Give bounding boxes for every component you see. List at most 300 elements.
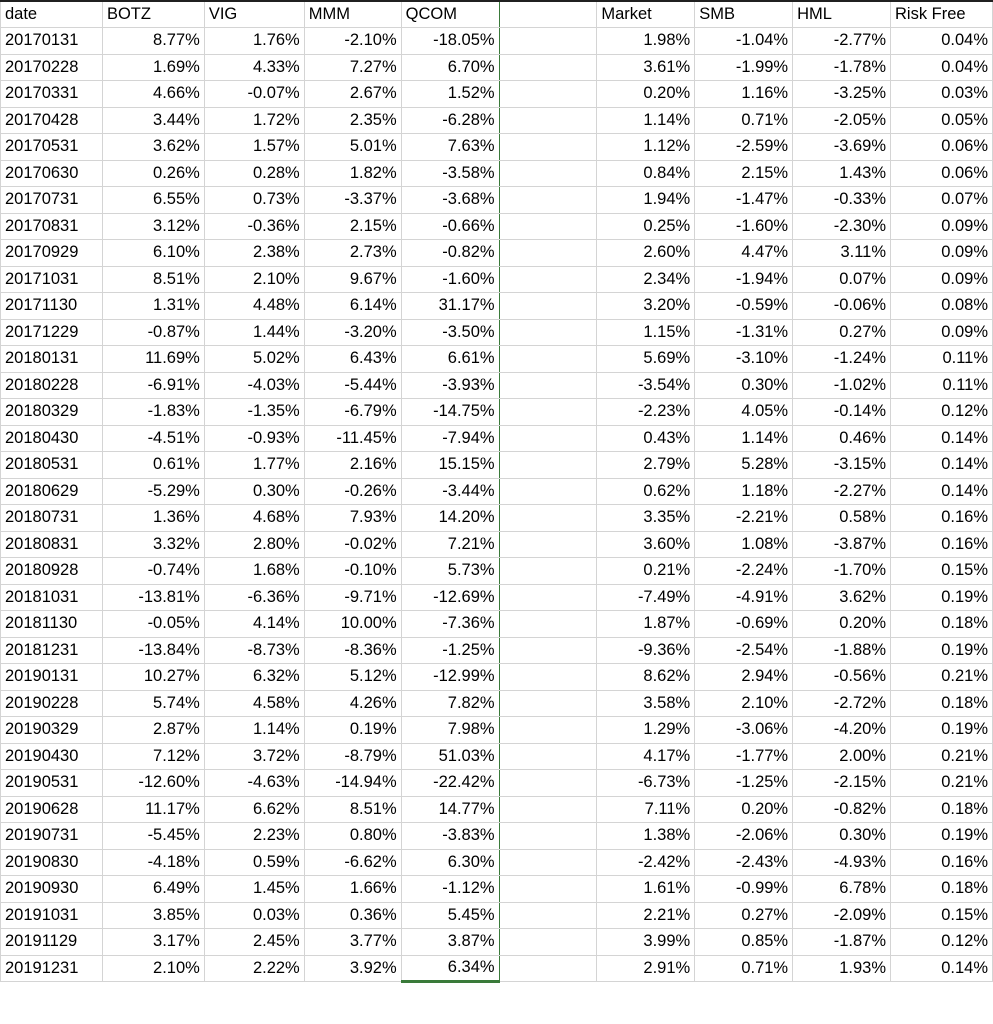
cell-blank[interactable] (499, 611, 597, 638)
cell-risk-free[interactable]: 0.04% (891, 54, 993, 81)
cell-smb[interactable]: 1.08% (695, 531, 793, 558)
header-cell-hml[interactable]: HML (793, 1, 891, 28)
cell-date[interactable]: 20170531 (1, 134, 103, 161)
cell-botz[interactable]: 0.26% (102, 160, 204, 187)
cell-blank[interactable] (499, 531, 597, 558)
cell-botz[interactable]: -1.83% (102, 399, 204, 426)
cell-risk-free[interactable]: 0.06% (891, 160, 993, 187)
cell-blank[interactable] (499, 743, 597, 770)
cell-market[interactable]: 2.21% (597, 902, 695, 929)
cell-qcom[interactable]: -3.68% (401, 187, 499, 214)
cell-smb[interactable]: -1.60% (695, 213, 793, 240)
cell-date[interactable]: 20191031 (1, 902, 103, 929)
cell-market[interactable]: 0.62% (597, 478, 695, 505)
cell-risk-free[interactable]: 0.15% (891, 558, 993, 585)
cell-vig[interactable]: -8.73% (204, 637, 304, 664)
cell-risk-free[interactable]: 0.15% (891, 902, 993, 929)
cell-market[interactable]: 8.62% (597, 664, 695, 691)
cell-hml[interactable]: 1.93% (793, 955, 891, 982)
header-cell-botz[interactable]: BOTZ (102, 1, 204, 28)
cell-blank[interactable] (499, 637, 597, 664)
cell-date[interactable]: 20180131 (1, 346, 103, 373)
cell-mmm[interactable]: -2.10% (304, 28, 401, 55)
cell-date[interactable]: 20180531 (1, 452, 103, 479)
cell-hml[interactable]: -1.02% (793, 372, 891, 399)
cell-vig[interactable]: -4.63% (204, 770, 304, 797)
cell-risk-free[interactable]: 0.11% (891, 372, 993, 399)
cell-qcom[interactable]: 31.17% (401, 293, 499, 320)
cell-market[interactable]: 7.11% (597, 796, 695, 823)
cell-qcom[interactable]: -3.58% (401, 160, 499, 187)
cell-smb[interactable]: 0.27% (695, 902, 793, 929)
cell-risk-free[interactable]: 0.12% (891, 929, 993, 956)
cell-mmm[interactable]: 9.67% (304, 266, 401, 293)
cell-market[interactable]: -6.73% (597, 770, 695, 797)
cell-botz[interactable]: 3.44% (102, 107, 204, 134)
cell-hml[interactable]: -2.09% (793, 902, 891, 929)
cell-botz[interactable]: 1.31% (102, 293, 204, 320)
cell-smb[interactable]: -1.77% (695, 743, 793, 770)
cell-hml[interactable]: 3.62% (793, 584, 891, 611)
cell-hml[interactable]: -1.24% (793, 346, 891, 373)
cell-smb[interactable]: -1.04% (695, 28, 793, 55)
cell-botz[interactable]: 8.51% (102, 266, 204, 293)
cell-date[interactable]: 20180831 (1, 531, 103, 558)
cell-blank[interactable] (499, 187, 597, 214)
cell-blank[interactable] (499, 849, 597, 876)
cell-smb[interactable]: -3.10% (695, 346, 793, 373)
cell-date[interactable]: 20180430 (1, 425, 103, 452)
cell-botz[interactable]: -13.81% (102, 584, 204, 611)
cell-hml[interactable]: -0.14% (793, 399, 891, 426)
cell-risk-free[interactable]: 0.09% (891, 266, 993, 293)
cell-date[interactable]: 20190329 (1, 717, 103, 744)
cell-date[interactable]: 20170228 (1, 54, 103, 81)
cell-qcom[interactable]: 5.45% (401, 902, 499, 929)
cell-blank[interactable] (499, 770, 597, 797)
cell-market[interactable]: -7.49% (597, 584, 695, 611)
cell-smb[interactable]: -1.47% (695, 187, 793, 214)
cell-qcom[interactable]: 6.70% (401, 54, 499, 81)
header-cell-qcom[interactable]: QCOM (401, 1, 499, 28)
cell-mmm[interactable]: 6.43% (304, 346, 401, 373)
cell-market[interactable]: -3.54% (597, 372, 695, 399)
cell-hml[interactable]: 0.07% (793, 266, 891, 293)
cell-mmm[interactable]: -11.45% (304, 425, 401, 452)
cell-vig[interactable]: 2.45% (204, 929, 304, 956)
cell-vig[interactable]: 1.76% (204, 28, 304, 55)
cell-mmm[interactable]: 2.15% (304, 213, 401, 240)
cell-market[interactable]: 1.98% (597, 28, 695, 55)
cell-date[interactable]: 20190830 (1, 849, 103, 876)
cell-hml[interactable]: -3.15% (793, 452, 891, 479)
cell-smb[interactable]: -0.59% (695, 293, 793, 320)
cell-smb[interactable]: -2.54% (695, 637, 793, 664)
cell-blank[interactable] (499, 399, 597, 426)
cell-risk-free[interactable]: 0.19% (891, 717, 993, 744)
cell-vig[interactable]: 0.03% (204, 902, 304, 929)
cell-smb[interactable]: 0.30% (695, 372, 793, 399)
cell-vig[interactable]: 4.58% (204, 690, 304, 717)
cell-hml[interactable]: 2.00% (793, 743, 891, 770)
cell-date[interactable]: 20190531 (1, 770, 103, 797)
cell-market[interactable]: 3.99% (597, 929, 695, 956)
cell-date[interactable]: 20170131 (1, 28, 103, 55)
cell-botz[interactable]: 2.10% (102, 955, 204, 982)
cell-risk-free[interactable]: 0.19% (891, 637, 993, 664)
cell-vig[interactable]: 4.68% (204, 505, 304, 532)
cell-vig[interactable]: 0.73% (204, 187, 304, 214)
cell-vig[interactable]: -1.35% (204, 399, 304, 426)
header-cell-blank[interactable] (499, 1, 597, 28)
cell-hml[interactable]: 0.27% (793, 319, 891, 346)
cell-blank[interactable] (499, 81, 597, 108)
cell-qcom[interactable]: -12.99% (401, 664, 499, 691)
cell-botz[interactable]: 3.17% (102, 929, 204, 956)
cell-mmm[interactable]: -3.20% (304, 319, 401, 346)
cell-vig[interactable]: 1.77% (204, 452, 304, 479)
cell-qcom[interactable]: -18.05% (401, 28, 499, 55)
cell-blank[interactable] (499, 717, 597, 744)
cell-risk-free[interactable]: 0.05% (891, 107, 993, 134)
cell-blank[interactable] (499, 213, 597, 240)
cell-market[interactable]: 3.20% (597, 293, 695, 320)
cell-risk-free[interactable]: 0.04% (891, 28, 993, 55)
cell-smb[interactable]: 2.94% (695, 664, 793, 691)
cell-blank[interactable] (499, 876, 597, 903)
cell-market[interactable]: 0.20% (597, 81, 695, 108)
cell-botz[interactable]: 3.85% (102, 902, 204, 929)
cell-blank[interactable] (499, 425, 597, 452)
cell-date[interactable]: 20190731 (1, 823, 103, 850)
cell-market[interactable]: 1.14% (597, 107, 695, 134)
cell-date[interactable]: 20180928 (1, 558, 103, 585)
cell-vig[interactable]: 4.48% (204, 293, 304, 320)
cell-market[interactable]: 2.91% (597, 955, 695, 982)
cell-botz[interactable]: 3.32% (102, 531, 204, 558)
cell-vig[interactable]: 5.02% (204, 346, 304, 373)
cell-market[interactable]: 2.34% (597, 266, 695, 293)
cell-mmm[interactable]: 0.19% (304, 717, 401, 744)
cell-market[interactable]: 1.15% (597, 319, 695, 346)
cell-date[interactable]: 20171031 (1, 266, 103, 293)
cell-hml[interactable]: -3.25% (793, 81, 891, 108)
cell-risk-free[interactable]: 0.14% (891, 425, 993, 452)
cell-risk-free[interactable]: 0.19% (891, 584, 993, 611)
cell-date[interactable]: 20190930 (1, 876, 103, 903)
cell-qcom[interactable]: -22.42% (401, 770, 499, 797)
cell-mmm[interactable]: 5.12% (304, 664, 401, 691)
cell-qcom[interactable]: 7.63% (401, 134, 499, 161)
cell-botz[interactable]: -12.60% (102, 770, 204, 797)
cell-qcom[interactable]: -1.60% (401, 266, 499, 293)
cell-qcom[interactable]: -3.50% (401, 319, 499, 346)
cell-blank[interactable] (499, 823, 597, 850)
cell-hml[interactable]: -4.93% (793, 849, 891, 876)
cell-blank[interactable] (499, 107, 597, 134)
cell-mmm[interactable]: 1.82% (304, 160, 401, 187)
cell-qcom[interactable]: -3.93% (401, 372, 499, 399)
cell-risk-free[interactable]: 0.12% (891, 399, 993, 426)
cell-qcom[interactable]: 6.30% (401, 849, 499, 876)
cell-risk-free[interactable]: 0.21% (891, 664, 993, 691)
cell-mmm[interactable]: 2.73% (304, 240, 401, 267)
cell-market[interactable]: 0.21% (597, 558, 695, 585)
cell-botz[interactable]: 4.66% (102, 81, 204, 108)
cell-smb[interactable]: -2.59% (695, 134, 793, 161)
cell-risk-free[interactable]: 0.14% (891, 478, 993, 505)
cell-market[interactable]: 0.43% (597, 425, 695, 452)
cell-date[interactable]: 20180228 (1, 372, 103, 399)
cell-hml[interactable]: 0.20% (793, 611, 891, 638)
cell-qcom[interactable]: 6.34% (401, 955, 499, 982)
cell-vig[interactable]: 1.72% (204, 107, 304, 134)
cell-blank[interactable] (499, 505, 597, 532)
cell-vig[interactable]: 6.32% (204, 664, 304, 691)
cell-hml[interactable]: -2.15% (793, 770, 891, 797)
cell-botz[interactable]: 10.27% (102, 664, 204, 691)
cell-mmm[interactable]: 3.92% (304, 955, 401, 982)
cell-smb[interactable]: -3.06% (695, 717, 793, 744)
cell-mmm[interactable]: -8.36% (304, 637, 401, 664)
cell-mmm[interactable]: 2.67% (304, 81, 401, 108)
cell-date[interactable]: 20170331 (1, 81, 103, 108)
cell-vig[interactable]: 2.38% (204, 240, 304, 267)
cell-market[interactable]: 4.17% (597, 743, 695, 770)
cell-qcom[interactable]: 5.73% (401, 558, 499, 585)
cell-smb[interactable]: 4.05% (695, 399, 793, 426)
cell-mmm[interactable]: -14.94% (304, 770, 401, 797)
cell-botz[interactable]: 0.61% (102, 452, 204, 479)
cell-smb[interactable]: 2.10% (695, 690, 793, 717)
cell-vig[interactable]: -0.36% (204, 213, 304, 240)
cell-vig[interactable]: 4.33% (204, 54, 304, 81)
cell-qcom[interactable]: -0.82% (401, 240, 499, 267)
cell-vig[interactable]: 1.45% (204, 876, 304, 903)
cell-date[interactable]: 20170630 (1, 160, 103, 187)
cell-hml[interactable]: -2.05% (793, 107, 891, 134)
cell-risk-free[interactable]: 0.18% (891, 796, 993, 823)
cell-hml[interactable]: -2.77% (793, 28, 891, 55)
cell-risk-free[interactable]: 0.14% (891, 955, 993, 982)
cell-blank[interactable] (499, 266, 597, 293)
cell-qcom[interactable]: -3.44% (401, 478, 499, 505)
cell-market[interactable]: 1.38% (597, 823, 695, 850)
cell-market[interactable]: -2.42% (597, 849, 695, 876)
cell-botz[interactable]: 2.87% (102, 717, 204, 744)
cell-qcom[interactable]: 7.82% (401, 690, 499, 717)
cell-mmm[interactable]: -9.71% (304, 584, 401, 611)
cell-smb[interactable]: -1.25% (695, 770, 793, 797)
cell-date[interactable]: 20170731 (1, 187, 103, 214)
cell-market[interactable]: -9.36% (597, 637, 695, 664)
cell-mmm[interactable]: -8.79% (304, 743, 401, 770)
cell-date[interactable]: 20191231 (1, 955, 103, 982)
cell-smb[interactable]: -2.21% (695, 505, 793, 532)
cell-hml[interactable]: -0.56% (793, 664, 891, 691)
cell-mmm[interactable]: 10.00% (304, 611, 401, 638)
cell-market[interactable]: 0.84% (597, 160, 695, 187)
cell-risk-free[interactable]: 0.08% (891, 293, 993, 320)
cell-hml[interactable]: 0.58% (793, 505, 891, 532)
cell-blank[interactable] (499, 293, 597, 320)
cell-vig[interactable]: 6.62% (204, 796, 304, 823)
cell-mmm[interactable]: 2.16% (304, 452, 401, 479)
cell-risk-free[interactable]: 0.21% (891, 743, 993, 770)
cell-market[interactable]: 3.58% (597, 690, 695, 717)
cell-mmm[interactable]: 8.51% (304, 796, 401, 823)
cell-smb[interactable]: 4.47% (695, 240, 793, 267)
cell-date[interactable]: 20171229 (1, 319, 103, 346)
cell-market[interactable]: 1.61% (597, 876, 695, 903)
cell-vig[interactable]: 0.28% (204, 160, 304, 187)
cell-date[interactable]: 20180629 (1, 478, 103, 505)
cell-vig[interactable]: 0.30% (204, 478, 304, 505)
cell-risk-free[interactable]: 0.18% (891, 690, 993, 717)
cell-qcom[interactable]: 1.52% (401, 81, 499, 108)
cell-qcom[interactable]: -7.36% (401, 611, 499, 638)
cell-market[interactable]: 1.87% (597, 611, 695, 638)
cell-market[interactable]: 3.61% (597, 54, 695, 81)
header-cell-date[interactable]: date (1, 1, 103, 28)
cell-hml[interactable]: 1.43% (793, 160, 891, 187)
cell-qcom[interactable]: -0.66% (401, 213, 499, 240)
cell-hml[interactable]: 3.11% (793, 240, 891, 267)
cell-date[interactable]: 20170831 (1, 213, 103, 240)
cell-vig[interactable]: 1.14% (204, 717, 304, 744)
cell-mmm[interactable]: 0.80% (304, 823, 401, 850)
cell-date[interactable]: 20190430 (1, 743, 103, 770)
cell-vig[interactable]: 2.80% (204, 531, 304, 558)
cell-risk-free[interactable]: 0.21% (891, 770, 993, 797)
cell-mmm[interactable]: 2.35% (304, 107, 401, 134)
cell-blank[interactable] (499, 902, 597, 929)
cell-qcom[interactable]: 3.87% (401, 929, 499, 956)
cell-risk-free[interactable]: 0.11% (891, 346, 993, 373)
cell-botz[interactable]: 3.62% (102, 134, 204, 161)
cell-vig[interactable]: 1.44% (204, 319, 304, 346)
cell-blank[interactable] (499, 690, 597, 717)
cell-botz[interactable]: 3.12% (102, 213, 204, 240)
cell-mmm[interactable]: -3.37% (304, 187, 401, 214)
cell-market[interactable]: 3.60% (597, 531, 695, 558)
cell-botz[interactable]: -0.05% (102, 611, 204, 638)
cell-blank[interactable] (499, 28, 597, 55)
cell-mmm[interactable]: 0.36% (304, 902, 401, 929)
cell-market[interactable]: 3.35% (597, 505, 695, 532)
cell-smb[interactable]: 2.15% (695, 160, 793, 187)
cell-botz[interactable]: -0.74% (102, 558, 204, 585)
cell-risk-free[interactable]: 0.16% (891, 531, 993, 558)
cell-mmm[interactable]: -6.79% (304, 399, 401, 426)
cell-mmm[interactable]: -0.02% (304, 531, 401, 558)
cell-qcom[interactable]: 7.21% (401, 531, 499, 558)
cell-mmm[interactable]: 5.01% (304, 134, 401, 161)
cell-date[interactable]: 20180731 (1, 505, 103, 532)
header-cell-smb[interactable]: SMB (695, 1, 793, 28)
cell-qcom[interactable]: -7.94% (401, 425, 499, 452)
cell-smb[interactable]: 1.16% (695, 81, 793, 108)
cell-qcom[interactable]: 6.61% (401, 346, 499, 373)
cell-blank[interactable] (499, 929, 597, 956)
cell-smb[interactable]: -2.24% (695, 558, 793, 585)
cell-qcom[interactable]: -6.28% (401, 107, 499, 134)
cell-date[interactable]: 20170929 (1, 240, 103, 267)
cell-blank[interactable] (499, 796, 597, 823)
cell-date[interactable]: 20180329 (1, 399, 103, 426)
cell-blank[interactable] (499, 54, 597, 81)
cell-qcom[interactable]: 51.03% (401, 743, 499, 770)
cell-smb[interactable]: -0.69% (695, 611, 793, 638)
cell-hml[interactable]: -1.78% (793, 54, 891, 81)
cell-vig[interactable]: 2.22% (204, 955, 304, 982)
cell-blank[interactable] (499, 584, 597, 611)
cell-market[interactable]: 1.29% (597, 717, 695, 744)
cell-risk-free[interactable]: 0.07% (891, 187, 993, 214)
cell-botz[interactable]: 1.69% (102, 54, 204, 81)
cell-mmm[interactable]: 4.26% (304, 690, 401, 717)
cell-risk-free[interactable]: 0.06% (891, 134, 993, 161)
cell-risk-free[interactable]: 0.09% (891, 213, 993, 240)
cell-qcom[interactable]: -1.25% (401, 637, 499, 664)
cell-qcom[interactable]: 15.15% (401, 452, 499, 479)
cell-vig[interactable]: 2.23% (204, 823, 304, 850)
cell-qcom[interactable]: -1.12% (401, 876, 499, 903)
cell-risk-free[interactable]: 0.09% (891, 240, 993, 267)
cell-blank[interactable] (499, 372, 597, 399)
cell-botz[interactable]: 8.77% (102, 28, 204, 55)
cell-qcom[interactable]: 14.77% (401, 796, 499, 823)
header-cell-vig[interactable]: VIG (204, 1, 304, 28)
cell-hml[interactable]: -3.69% (793, 134, 891, 161)
cell-risk-free[interactable]: 0.18% (891, 876, 993, 903)
cell-mmm[interactable]: -0.26% (304, 478, 401, 505)
cell-smb[interactable]: -0.99% (695, 876, 793, 903)
cell-risk-free[interactable]: 0.16% (891, 505, 993, 532)
cell-blank[interactable] (499, 558, 597, 585)
cell-hml[interactable]: 0.46% (793, 425, 891, 452)
cell-smb[interactable]: 1.18% (695, 478, 793, 505)
cell-mmm[interactable]: 1.66% (304, 876, 401, 903)
cell-hml[interactable]: -2.27% (793, 478, 891, 505)
cell-qcom[interactable]: -12.69% (401, 584, 499, 611)
cell-date[interactable]: 20181130 (1, 611, 103, 638)
cell-mmm[interactable]: 6.14% (304, 293, 401, 320)
cell-smb[interactable]: -2.06% (695, 823, 793, 850)
cell-date[interactable]: 20191129 (1, 929, 103, 956)
cell-hml[interactable]: -0.82% (793, 796, 891, 823)
cell-risk-free[interactable]: 0.19% (891, 823, 993, 850)
cell-vig[interactable]: 4.14% (204, 611, 304, 638)
cell-qcom[interactable]: -3.83% (401, 823, 499, 850)
cell-blank[interactable] (499, 452, 597, 479)
cell-hml[interactable]: -2.72% (793, 690, 891, 717)
cell-botz[interactable]: -5.45% (102, 823, 204, 850)
cell-hml[interactable]: -3.87% (793, 531, 891, 558)
cell-hml[interactable]: -1.87% (793, 929, 891, 956)
cell-hml[interactable]: -1.70% (793, 558, 891, 585)
cell-date[interactable]: 20181231 (1, 637, 103, 664)
cell-botz[interactable]: -5.29% (102, 478, 204, 505)
cell-smb[interactable]: -2.43% (695, 849, 793, 876)
cell-botz[interactable]: 11.69% (102, 346, 204, 373)
cell-blank[interactable] (499, 134, 597, 161)
cell-botz[interactable]: 1.36% (102, 505, 204, 532)
cell-mmm[interactable]: 7.93% (304, 505, 401, 532)
header-cell-risk-free[interactable]: Risk Free (891, 1, 993, 28)
cell-smb[interactable]: -4.91% (695, 584, 793, 611)
cell-qcom[interactable]: 7.98% (401, 717, 499, 744)
